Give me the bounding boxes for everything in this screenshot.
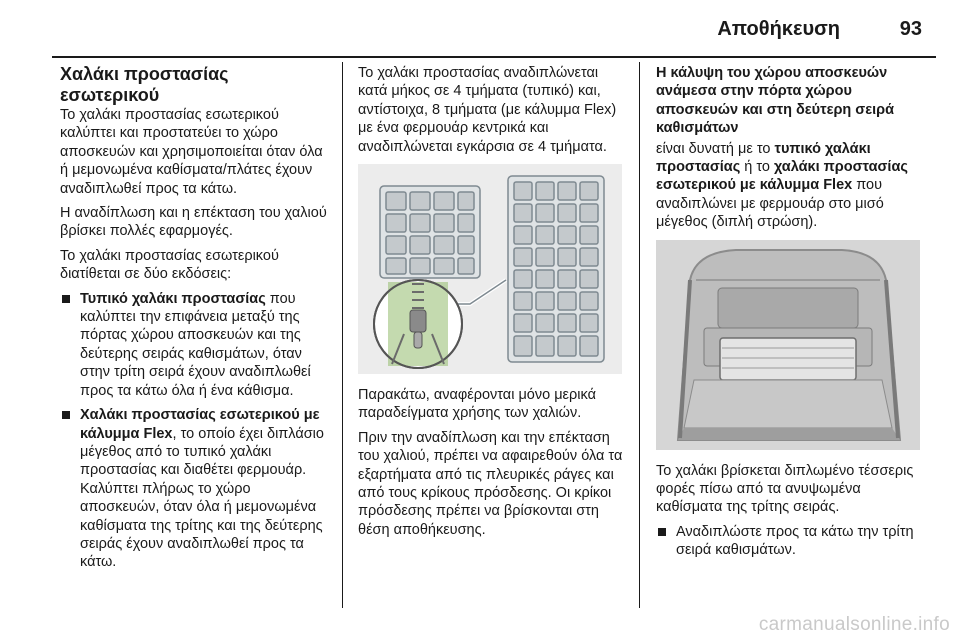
watermark: carmanualsonline.info (758, 614, 950, 635)
header-rule (52, 56, 936, 58)
bullet-bold-term: Τυπικό χαλάκι προστασίας (80, 290, 266, 307)
left-mat-panel (380, 186, 480, 278)
paragraph: Παρακάτω, αναφέρονται μόνο μερικά παραδείγματα χρήσης των χαλιών. (358, 387, 596, 422)
column-1 (60, 64, 332, 578)
bullet-text: που καλύπτει την επιφάνεια μεταξύ της πόρτας χώρου αποσκευών και της δεύτερης σειράς καθισμάτων, όταν στην τρίτη σειρά έχουν αναδιπλωθεί προς τα κάτω όλα ή ένα κάθισμα. (80, 290, 311, 399)
column-2 (358, 64, 628, 545)
bullet-square-icon (658, 528, 666, 536)
bullet-bold-term: Χαλάκι προστασίας εσωτερικού με κάλυμμα Flex (80, 407, 320, 442)
page-number: 93 (899, 18, 922, 40)
bullet-text: Αναδιπλώστε προς τα κάτω την τρίτη σειρά καθισμάτων. (676, 523, 914, 559)
zipper-closeup (374, 280, 462, 368)
folded-mat (720, 338, 856, 380)
paragraph: Το χαλάκι βρίσκεται διπλωμένο τέσσερις φορές πίσω από τα ανυψωμένα καθίσματα της τρίτης σειράς. (656, 462, 914, 516)
subsection-heading: Η κάλυψη του χώρου αποσκευών ανάμεσα στην πόρτα χώρου αποσκευών και στη δεύτερη σειρά καθισμάτων (656, 65, 895, 137)
column-3 (656, 64, 926, 566)
right-mat-panel (508, 176, 604, 362)
bullet-item (656, 523, 926, 560)
column-divider (639, 62, 640, 608)
paragraph: Το χαλάκι προστασίας αναδιπλώνεται κατά μήκος σε 4 τμήματα (τυπικό) και, αντίστοιχα, 8 τμήματα (με κάλυμμα Flex) με ένα φερμουάρ κεντρικά και αναδιπλώνεται εγκάρσια σε 4 τμήματα. (358, 65, 617, 155)
bullet-item (60, 290, 332, 400)
paragraph (656, 140, 926, 232)
bullet-text: , το οποίο έχει διπλάσιο μέγεθος από το τυπικό χαλάκι προστασίας και διαθέτει φερμουάρ. Καλύπτει πλήρως το χώρο αποσκευών, όταν όλα ή μεμονωμένα καθίσματα της τρίτης και της δεύτερης σειράς έχουν αναδιπλωθεί προς τα κάτω. (80, 425, 324, 571)
bullet-square-icon (62, 411, 70, 419)
paragraph: Το χαλάκι προστασίας εσωτερικού καλύπτει και προστατεύει το χώρο αποσκευών και χρησιμοποιείται όταν όλα ή μεμονωμένα καθίσματα/πλάτες έχουν αναδιπλωθεί προς τα κάτω. (60, 107, 323, 197)
text-run: είναι δυνατή με το (656, 140, 775, 157)
bullet-square-icon (62, 295, 70, 303)
section-heading: Χαλάκι προστασίας εσωτερικού (60, 64, 229, 105)
paragraph: Πριν την αναδίπλωση και την επέκταση του χαλιού, πρέπει να αφαιρεθούν όλα τα εξαρτήματα από τις πλευρικές ράγες και από τους κρίκους πρόσδεσης. Οι κρίκοι πρόσδεσης πρέπει να βρίσκονται στη θέση αποθήκευσης. (358, 429, 623, 538)
mat-folding-illustration (358, 164, 622, 374)
bullet-item (60, 406, 332, 572)
bold-term: χαλάκι προστασίας εσωτερικού με κάλυμμα Flex (656, 159, 908, 194)
header-title: Αποθήκευση (717, 18, 840, 40)
text-run: ή το (740, 159, 774, 176)
column-divider (342, 62, 343, 608)
text-run: που αναδιπλώνει με φερμουάρ στο μισό μέγεθος (διπλή στρώση). (656, 177, 884, 231)
paragraph: Το χαλάκι προστασίας εσωτερικού διατίθεται σε δύο εκδόσεις: (60, 247, 279, 283)
trunk-photo-illustration (656, 240, 920, 450)
paragraph: Η αναδίπλωση και η επέκταση του χαλιού βρίσκει πολλές εφαρμογές. (60, 205, 327, 240)
bold-term: τυπικό χαλάκι προστασίας (656, 140, 871, 176)
